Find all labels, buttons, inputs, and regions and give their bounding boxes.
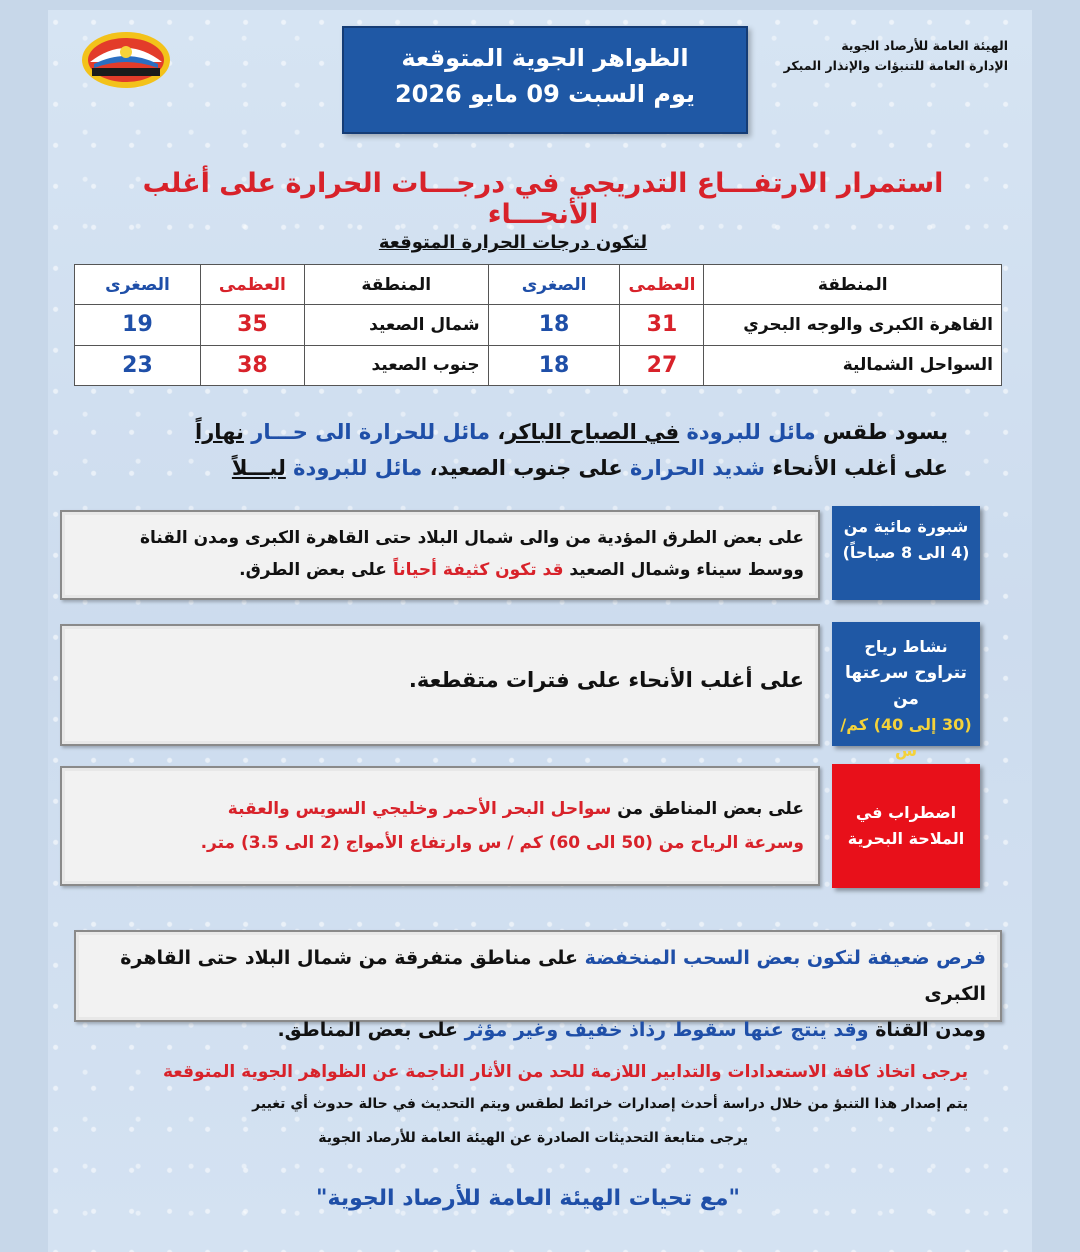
note-text: على مناطق متفرقة من شمال البلاد حتى القاهرة الكبرى <box>120 947 986 1005</box>
note-text: على بعض المناطق. <box>277 1019 458 1041</box>
min-temp-cell: 18 <box>488 305 620 345</box>
header-region: المنطقة <box>704 265 1002 305</box>
sea-text-line-1 <box>76 792 804 826</box>
bulletin-date: يوم السبت 09 مايو 2026 <box>394 80 696 108</box>
fog-text: ووسط سيناء وشمال الصعيد <box>569 560 804 580</box>
fog-text: على بعض الطرق المؤدية من والى شمال البلاد حتى القاهرة الكبرى ومدن القناة <box>139 528 804 548</box>
sea-text: على بعض المناطق من <box>617 799 804 819</box>
table-row <box>75 345 1002 385</box>
summary-text: على أغلب الأنحاء <box>772 456 948 480</box>
wind-label <box>832 622 980 760</box>
bulletin-title: الظواهر الجوية المتوقعة <box>401 44 689 72</box>
sea-highlight: وسرعة الرياح من (50 الى 60) كم / س وارتفاع الأمواج (2 الى 3.5) متر. <box>200 833 804 853</box>
summary-highlight: مائل للبرودة <box>293 456 423 480</box>
wind-label-line: تتراوح سرعتها من <box>845 663 967 709</box>
header-region: المنطقة <box>304 265 488 305</box>
summary-text: على جنوب الصعيد، <box>429 456 623 480</box>
sea-label-line: الملاحة البحرية <box>847 829 965 848</box>
fog-text-line-2 <box>76 554 804 586</box>
table-caption: لتكون درجات الحرارة المتوقعة <box>378 232 648 253</box>
note-line-2 <box>90 1012 986 1048</box>
wind-box <box>60 624 820 746</box>
max-temp-cell: 31 <box>620 305 704 345</box>
headline: استمرار الارتفـــاع التدريجي في درجـــات الحرارة على أغلب الأنحـــاء <box>142 168 944 230</box>
fog-label <box>832 506 980 600</box>
wind-label-speed: (30 إلى 40) كم/س <box>840 715 972 760</box>
fog-label-line: شبورة مائية من <box>843 517 969 536</box>
summary-underlined: في الصباح الباكر <box>505 420 680 444</box>
fog-highlight: قد تكون كثيفة أحياناً <box>392 560 564 580</box>
title-box <box>342 26 748 134</box>
max-temp-cell: 38 <box>200 345 304 385</box>
update-notice: يتم إصدار هذا التنبؤ من خلال دراسة أحدث إصدارات خرائط لطقس ويتم التحديث في حالة حدوث أي تغيير <box>252 1096 968 1112</box>
region-cell: القاهرة الكبرى والوجه البحري <box>704 305 1002 345</box>
weather-summary <box>108 414 948 486</box>
follow-notice: يرجى متابعة التحديثات الصادرة عن الهيئة العامة للأرصاد الجوية <box>318 1130 748 1146</box>
table-row <box>75 305 1002 345</box>
org-department: الإدارة العامة للتنبؤات والإنذار المبكر <box>783 58 1008 73</box>
min-temp-cell: 23 <box>75 345 201 385</box>
note-text: ومدن القناة <box>875 1019 986 1041</box>
precaution-notice: يرجى اتخاذ كافة الاستعدادات والتدابير اللازمة للحد من الأثار الناجمة عن الظواهر الجوية المتوقعة <box>163 1062 968 1082</box>
summary-text: ، <box>497 420 506 444</box>
sea-box <box>60 766 820 886</box>
wind-label-line: نشاط رياح <box>864 637 948 656</box>
sea-highlight: سواحل البحر الأحمر وخليجي السويس والعقبة <box>227 799 612 819</box>
summary-highlight: مائل للبرودة <box>686 420 816 444</box>
header-min: الصغرى <box>75 265 201 305</box>
summary-highlight: شديد الحرارة <box>630 456 766 480</box>
summary-line-2 <box>108 450 948 486</box>
temperature-table <box>74 264 1002 386</box>
sea-label-line: اضطراب في <box>855 803 957 822</box>
header-max: العظمى <box>200 265 304 305</box>
summary-text: يسود طقس <box>822 420 948 444</box>
cloud-note-box <box>74 930 1002 1041</box>
closing-greeting: "مع تحيات الهيئة العامة للأرصاد الجوية" <box>316 1186 740 1211</box>
note-line-1 <box>90 940 986 1012</box>
region-cell: شمال الصعيد <box>304 305 488 345</box>
summary-line-1 <box>108 414 948 450</box>
min-temp-cell: 19 <box>75 305 201 345</box>
fog-label-time: (4 الى 8 صباحاً) <box>842 543 970 562</box>
wind-text: على أغلب الأنحاء على فترات متقطعة. <box>408 668 804 692</box>
region-cell: جنوب الصعيد <box>304 345 488 385</box>
table-header-row <box>75 265 1002 305</box>
region-cell: السواحل الشمالية <box>704 345 1002 385</box>
max-temp-cell: 35 <box>200 305 304 345</box>
max-temp-cell: 27 <box>620 345 704 385</box>
header-max: العظمى <box>620 265 704 305</box>
summary-underlined: نهاراً <box>195 420 244 444</box>
organization-block <box>748 36 1008 76</box>
summary-highlight: مائل للحرارة الى حـــار <box>251 420 491 444</box>
min-temp-cell: 18 <box>488 345 620 385</box>
header-min: الصغرى <box>488 265 620 305</box>
fog-text: على بعض الطرق. <box>239 560 387 580</box>
note-highlight: فرص ضعيفة لتكون بعض السحب المنخفضة <box>584 947 986 969</box>
bulletin-page <box>48 10 1032 1252</box>
note-highlight: وقد ينتج عنها سقوط رذاذ خفيف وغير مؤثر <box>464 1019 869 1041</box>
org-name: الهيئة العامة للأرصاد الجوية <box>841 38 1008 53</box>
sea-label <box>832 764 980 888</box>
ema-logo-icon <box>78 28 174 92</box>
fog-box <box>60 510 820 600</box>
summary-underlined: ليـــلاً <box>231 456 286 480</box>
